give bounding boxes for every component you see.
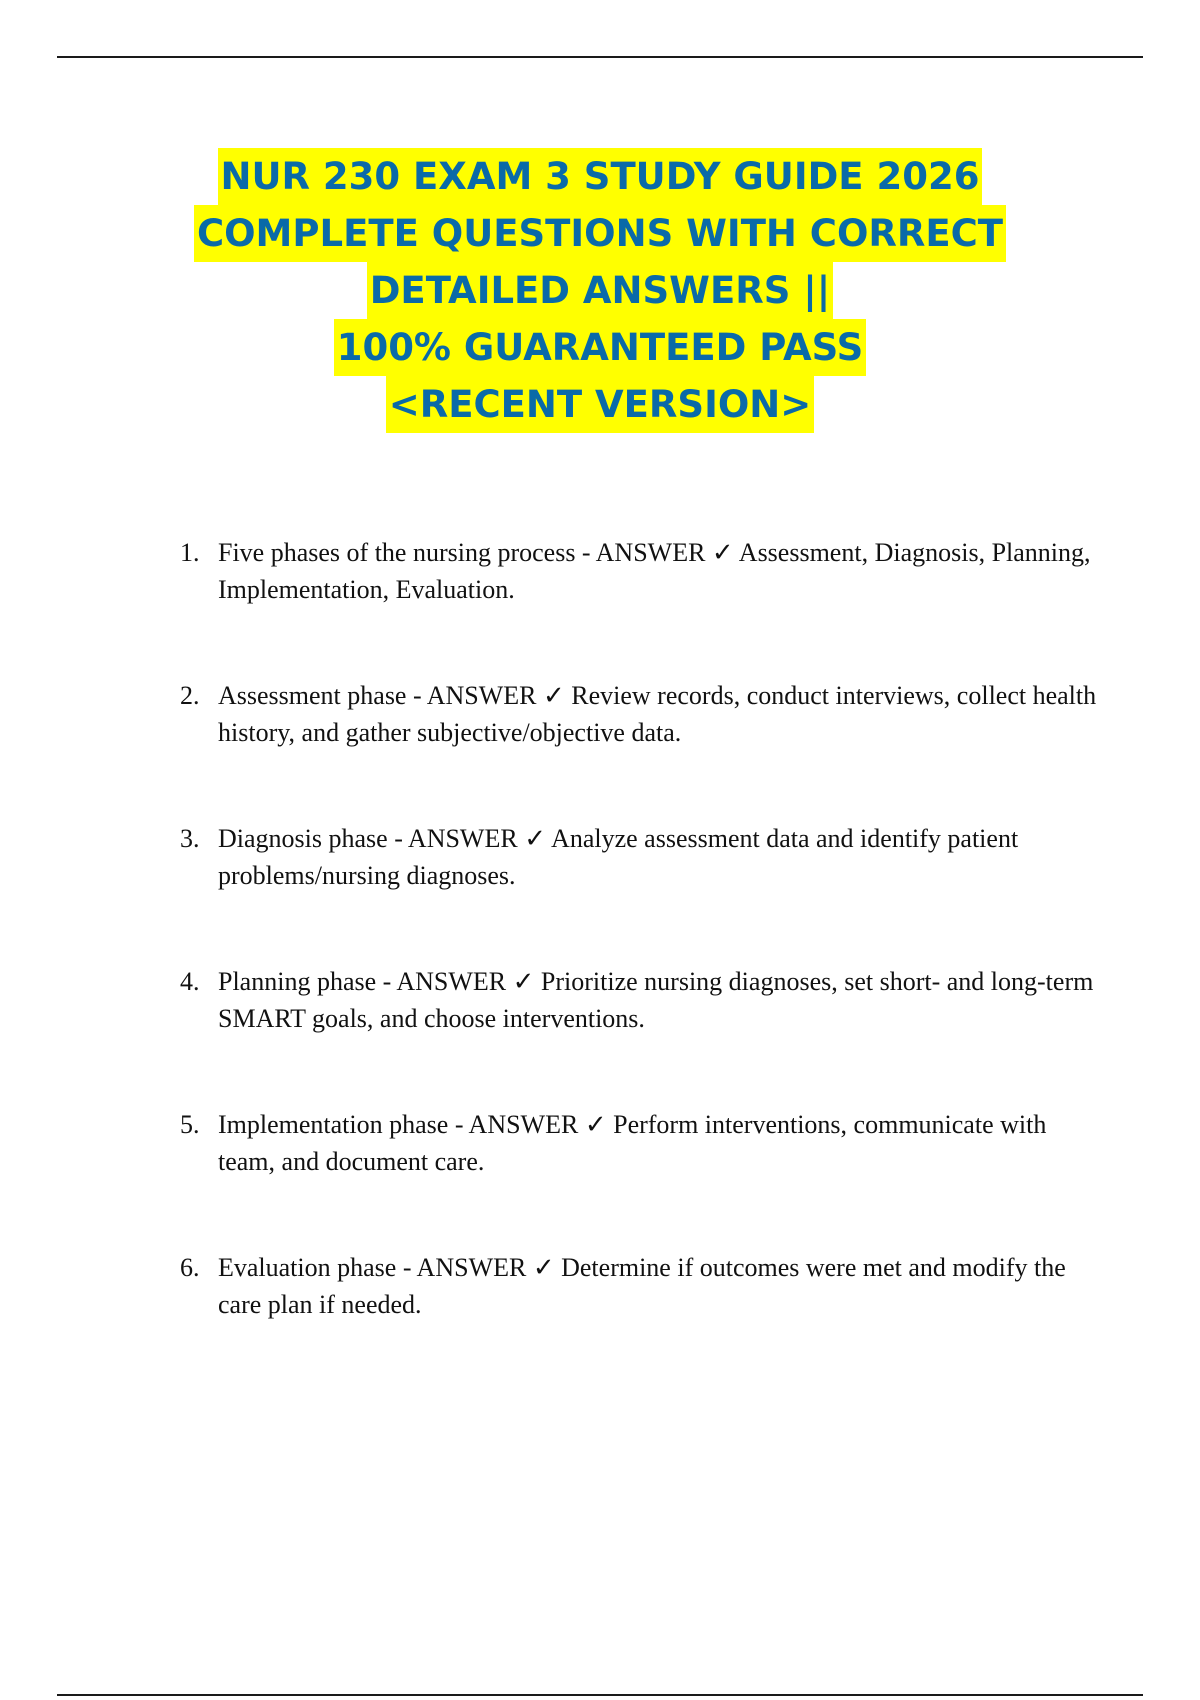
item-text: Diagnosis phase - ANSWER ✓ Analyze assessment data and identify patient problems/nursing diagnoses.: [218, 824, 1019, 890]
list-item: [180, 534, 1100, 677]
qa-list: [180, 534, 1100, 1392]
item-text: Evaluation phase - ANSWER ✓ Determine if outcomes were met and modify the care plan if needed.: [218, 1253, 1066, 1319]
list-item: [180, 820, 1100, 963]
document-title: [100, 148, 1100, 433]
title-line-1: NUR 230 EXAM 3 STUDY GUIDE 2026: [218, 148, 983, 205]
title-line-3: DETAILED ANSWERS ||: [367, 262, 834, 319]
title-line-5: <RECENT VERSION>: [386, 376, 815, 433]
item-text: Assessment phase - ANSWER ✓ Review records, conduct interviews, collect health history, and gather subjective/objective data.: [218, 681, 1097, 747]
item-number: 6.: [180, 1253, 200, 1282]
title-line-2: COMPLETE QUESTIONS WITH CORRECT: [194, 205, 1006, 262]
bottom-divider: [57, 1694, 1143, 1696]
list-item: [180, 963, 1100, 1106]
list-item: [180, 1106, 1100, 1249]
item-number: 5.: [180, 1110, 200, 1139]
title-line-4: 100% GUARANTEED PASS: [334, 319, 867, 376]
list-item: [180, 1249, 1100, 1392]
item-text: Planning phase - ANSWER ✓ Prioritize nursing diagnoses, set short- and long-term SMART goals, and choose interventions.: [218, 967, 1094, 1033]
item-number: 4.: [180, 967, 200, 996]
item-number: 1.: [180, 538, 200, 567]
item-text: Five phases of the nursing process - ANSWER ✓ Assessment, Diagnosis, Planning, Implementation, Evaluation.: [218, 538, 1091, 604]
top-divider: [57, 56, 1143, 58]
item-number: 2.: [180, 681, 200, 710]
item-number: 3.: [180, 824, 200, 853]
list-item: [180, 677, 1100, 820]
item-text: Implementation phase - ANSWER ✓ Perform interventions, communicate with team, and document care.: [218, 1110, 1047, 1176]
